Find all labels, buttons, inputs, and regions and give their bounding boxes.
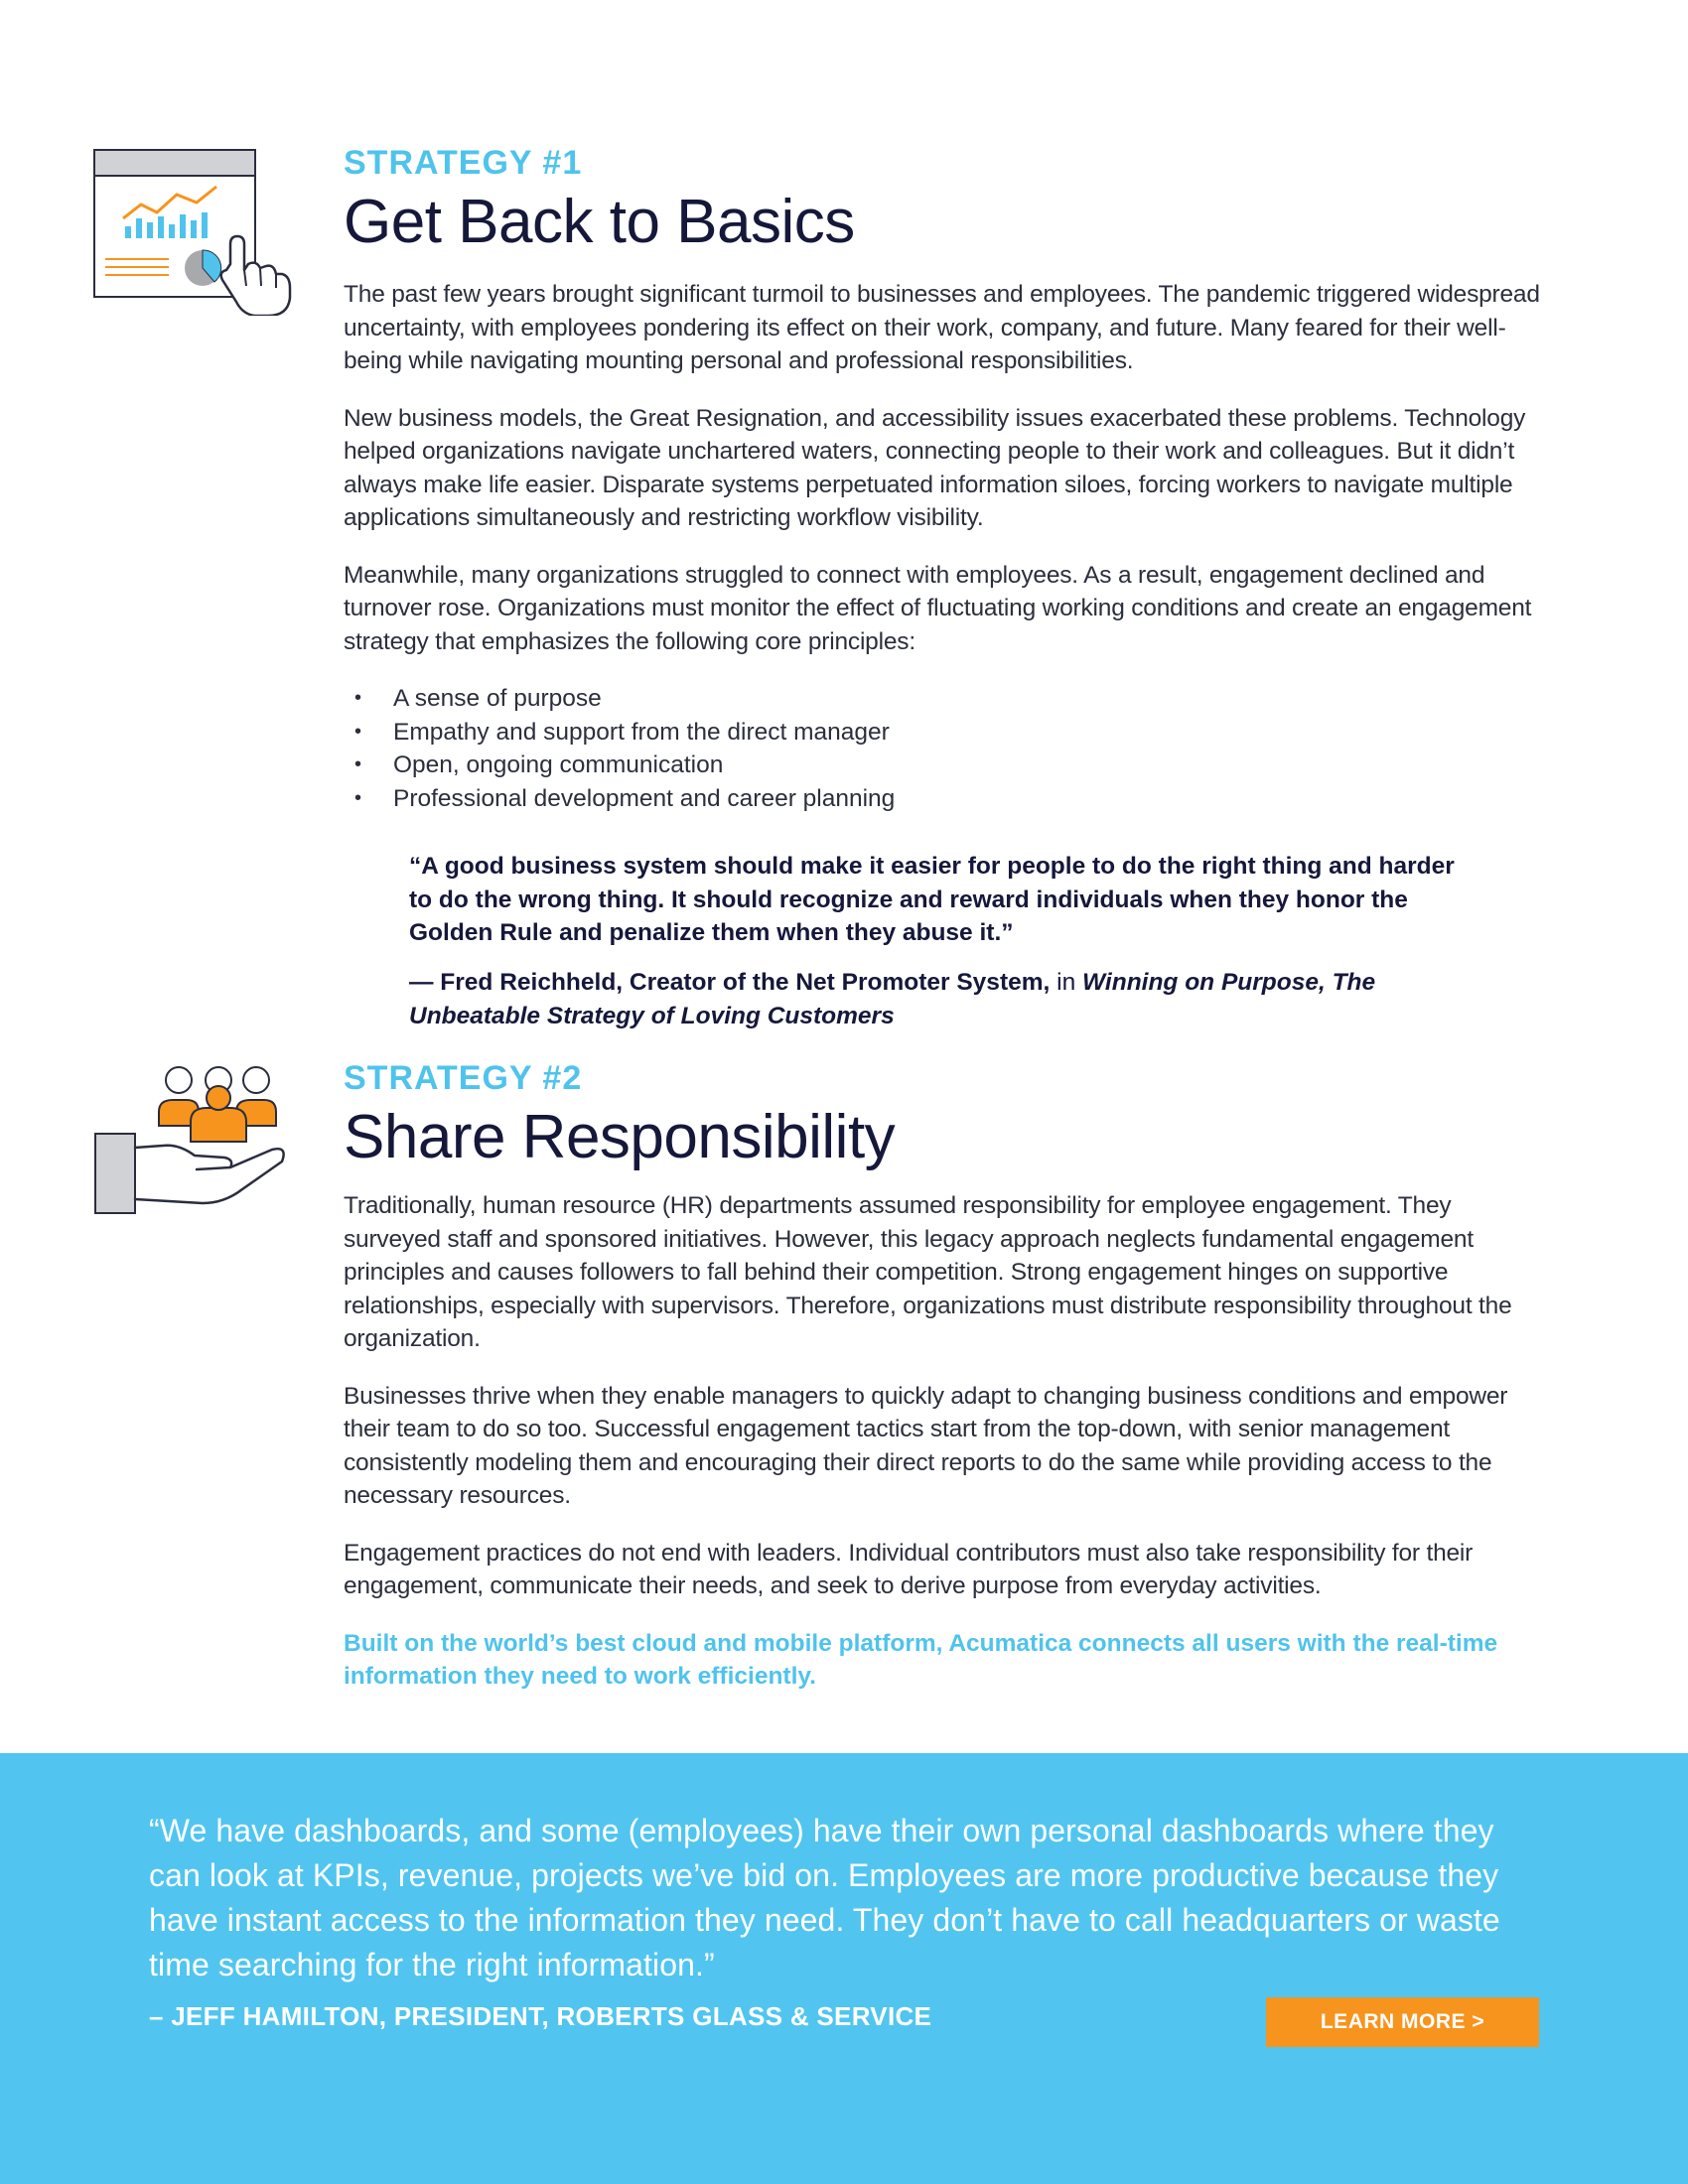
strategy-1-paragraph: The past few years brought significant turmoil to businesses and employees. The pandemic triggered widespread uncertainty, with employees pondering its effect on their work, company, and future. Many feared for their well-being while navigating mounting personal and professional responsibilities. <box>344 281 1540 374</box>
strategy-1-title: Get Back to Basics <box>344 188 855 256</box>
attribution-source: Winning on Purpose, The Unbeatable Strategy of Loving Customers <box>409 969 1376 1029</box>
strategy-2-paragraph: Traditionally, human resource (HR) departments assumed responsibility for employee engagement. They surveyed staff and sponsored initiatives. However, this legacy approach neglects fundamental engagement principles and causes followers to fall behind their competition. Strong engagement hinges on supportive relationships, especially with supervisors. Therefore, organizations must distribute responsibility throughout the organization. <box>344 1192 1512 1352</box>
core-principles-list <box>344 682 1550 815</box>
attribution-role: , Creator of the Net Promoter System, <box>616 969 1051 996</box>
reichheld-quote: “A good business system should make it easier for people to do the right thing and harder to do the wrong thing. It should recognize and reward individuals when they honor the Golden Rule and penalize them when they abuse it.” <box>409 853 1455 946</box>
quote-attribution <box>409 966 1481 1032</box>
list-item: • Open, ongoing communication <box>344 749 1550 782</box>
strategy-1-section <box>344 143 1550 815</box>
strategy-1-paragraph: Meanwhile, many organizations struggled to connect with employees. As a result, engagement declined and turnover rose. Organizations must monitor the effect of fluctuating working conditions and create an engagement strategy that emphasizes the following core principles: <box>344 561 1532 655</box>
dashboard-chart-icon <box>91 147 300 316</box>
list-item: • A sense of purpose <box>344 682 1550 716</box>
strategy-2-section <box>344 1058 1550 1694</box>
strategy-2-paragraph: Businesses thrive when they enable managers to quickly adapt to changing business conditions and empower their team to do so too. Successful engagement tactics start from the top-down, with senior management consistently modeling them and encouraging their direct reports to do the same while providing access to the necessary resources. <box>344 1382 1508 1509</box>
learn-more-button[interactable]: LEARN MORE > <box>1266 1997 1539 2047</box>
testimonial-attribution: – JEFF HAMILTON, PRESIDENT, ROBERTS GLASS & SERVICE <box>149 2001 932 2031</box>
list-item: • Empathy and support from the direct manager <box>344 716 1550 750</box>
acumatica-tagline: Built on the world’s best cloud and mobile platform, Acumatica connects all users with the real-time information they need to work efficiently. <box>344 1629 1498 1690</box>
strategy-2-paragraph: Engagement practices do not end with leaders. Individual contributors must also take responsibility for their engagement, communicate their needs, and seek to derive purpose from everyday activities. <box>344 1539 1474 1599</box>
testimonial-quote: “We have dashboards, and some (employees) have their own personal dashboards where they can look at KPIs, revenue, projects we’ve bid on. Employees are more productive because they have instant access to the information they need. They don’t have to call headquarters or waste time searching for the right information.” <box>149 1813 1500 1982</box>
testimonial-banner <box>0 1753 1688 2184</box>
list-item: • Professional development and career planning <box>344 782 1550 816</box>
strategy-1-eyebrow: STRATEGY #1 <box>344 144 583 182</box>
strategy-2-eyebrow: STRATEGY #2 <box>344 1059 583 1097</box>
attribution-name: — Fred Reichheld <box>409 969 617 996</box>
strategy-2-title: Share Responsibility <box>344 1103 896 1171</box>
attribution-connector: in <box>1050 969 1083 996</box>
hand-holding-people-icon <box>93 1064 292 1219</box>
strategy-1-paragraph: New business models, the Great Resignation, and accessibility issues exacerbated these problems. Technology helped organizations navigate unchartered waters, connecting people to their work and colleagues. But it didn’t always make life easier. Disparate systems perpetuated information siloes, forcing workers to navigate multiple applications simultaneously and restricting workflow visibility. <box>344 404 1526 531</box>
